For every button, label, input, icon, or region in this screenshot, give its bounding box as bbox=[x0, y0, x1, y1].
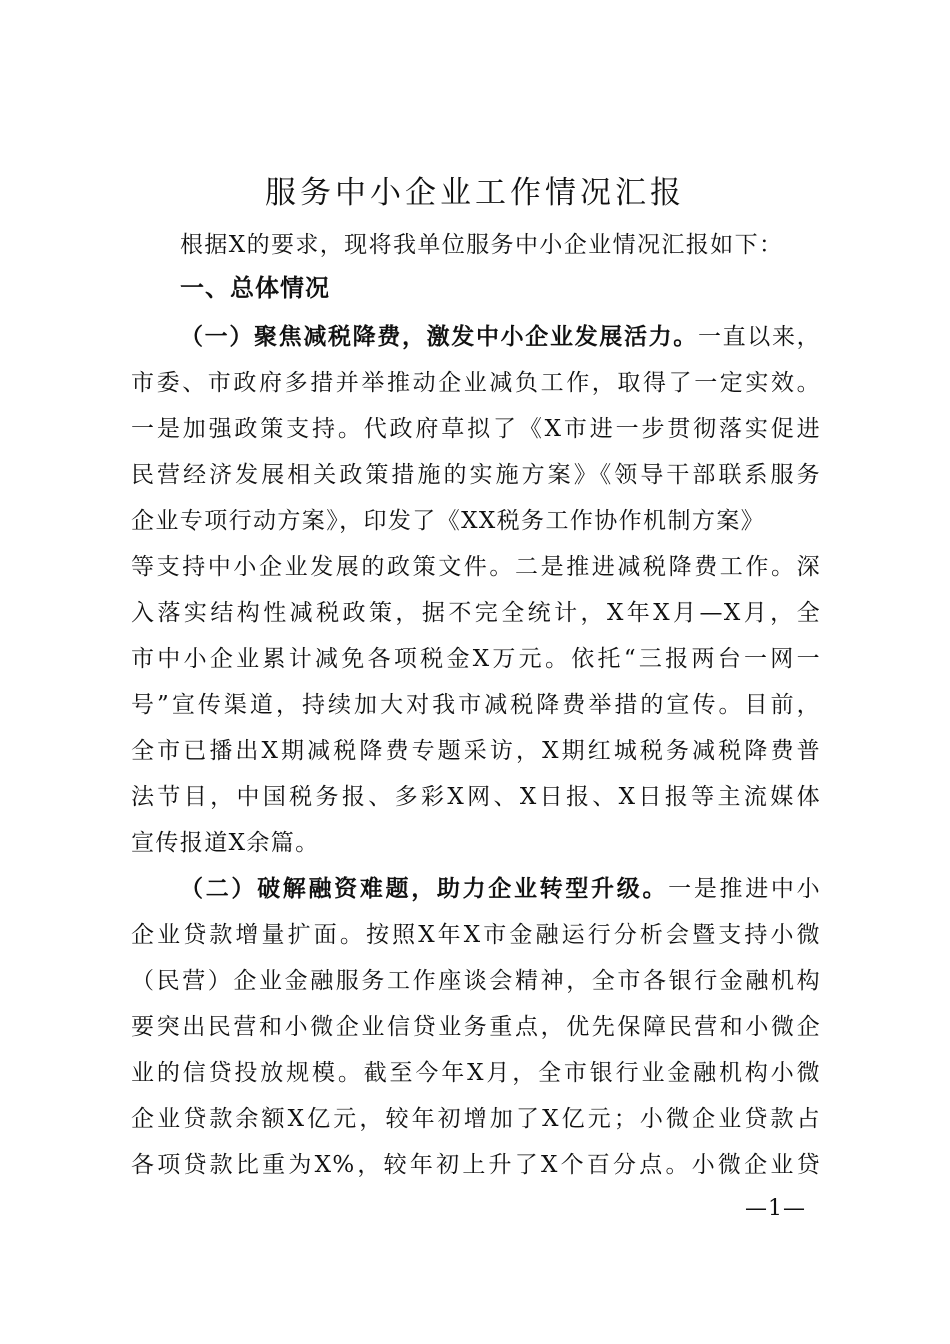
intro-paragraph: 根据X的要求，现将我单位服务中小企业情况汇报如下： bbox=[180, 232, 784, 258]
paragraph-2-line: （民营）企业金融服务工作座谈会精神，全市各银行金融机构 bbox=[131, 968, 821, 994]
paragraph-1-lead: （一）聚焦减税降费，激发中小企业发展活力。 bbox=[180, 323, 698, 350]
paragraph-1-line: 等支持中小企业发展的政策文件。二是推进减税降费工作。深 bbox=[131, 554, 821, 580]
document-title: 服务中小企业工作情况汇报 bbox=[265, 175, 685, 211]
paragraph-2-lead-rest: 一是推进中小 bbox=[668, 876, 821, 902]
paragraph-1-line: 市委、市政府多措并举推动企业减负工作，取得了一定实效。 bbox=[131, 370, 821, 396]
paragraph-2-line: 企业贷款余额X亿元，较年初增加了X亿元；小微企业贷款占 bbox=[131, 1106, 821, 1132]
paragraph-2-line: 要突出民营和小微企业信贷业务重点，优先保障民营和小微企 bbox=[131, 1014, 821, 1040]
paragraph-1-line: 一是加强政策支持。代政府草拟了《X市进一步贯彻落实促进 bbox=[131, 416, 821, 442]
paragraph-1-line: 市中小企业累计减免各项税金X万元。依托“三报两台一网一 bbox=[131, 646, 821, 672]
paragraph-2-line: 企业贷款增量扩面。按照X年X市金融运行分析会暨支持小微 bbox=[131, 922, 821, 948]
paragraph-2-first-line bbox=[180, 872, 821, 906]
paragraph-2-line: 各项贷款比重为X%，较年初上升了X个百分点。小微企业贷 bbox=[131, 1152, 821, 1178]
paragraph-1-line: 民营经济发展相关政策措施的实施方案》《领导干部联系服务 bbox=[131, 462, 821, 488]
paragraph-1-line: 入落实结构性减税政策，据不完全统计，X年X月—X月，全 bbox=[131, 600, 822, 626]
paragraph-1-line: 宣传报道X余篇。 bbox=[131, 830, 320, 856]
section-heading-overall: 一、总体情况 bbox=[180, 274, 330, 302]
paragraph-1-lead-rest: 一直以来， bbox=[697, 324, 822, 350]
paragraph-1-line: 企业专项行动方案》，印发了《XX税务工作协作机制方案》 bbox=[131, 508, 766, 534]
paragraph-1-line: 全市已播出X期减税降费专题采访，X期红城税务减税降费普 bbox=[131, 738, 821, 764]
paragraph-1-first-line bbox=[180, 320, 821, 354]
paragraph-1-line: 号”宣传渠道，持续加大对我市减税降费举措的宣传。目前， bbox=[131, 692, 821, 718]
paragraph-2-line: 业的信贷投放规模。截至今年X月，全市银行业金融机构小微 bbox=[131, 1060, 821, 1086]
paragraph-2-lead: （二）破解融资难题，助力企业转型升级。 bbox=[180, 875, 669, 902]
paragraph-1-line: 法节目，中国税务报、多彩X网、X日报、X日报等主流媒体 bbox=[131, 784, 821, 810]
page-number: —1— bbox=[745, 1196, 806, 1221]
